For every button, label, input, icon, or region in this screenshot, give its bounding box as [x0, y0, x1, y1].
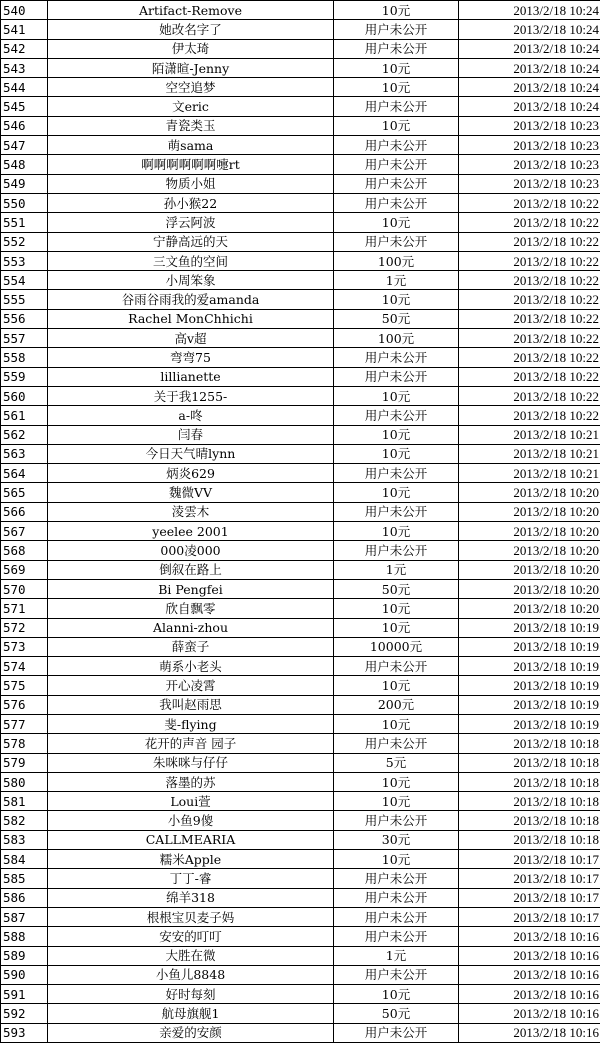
- row-number-cell: 589: [1, 946, 48, 965]
- timestamp-cell: 2013/2/18 10:20: [459, 541, 600, 560]
- row-number-cell: 555: [1, 290, 48, 309]
- table-row: [1, 425, 600, 444]
- donor-name-cell: 安安的叮叮: [48, 927, 334, 946]
- timestamp-cell: 2013/2/18 10:24: [459, 1, 600, 20]
- amount-cell: 100元: [334, 329, 459, 348]
- row-number-cell: 578: [1, 734, 48, 753]
- donor-name-cell: 糯米Apple: [48, 850, 334, 869]
- table-row: [1, 734, 600, 753]
- amount-cell: 10元: [334, 985, 459, 1004]
- row-number-cell: 573: [1, 637, 48, 656]
- donor-name-cell: Loui萱: [48, 792, 334, 811]
- amount-cell: 10元: [334, 618, 459, 637]
- donor-name-cell: 我叫赵雨思: [48, 695, 334, 714]
- amount-cell: 10元: [334, 772, 459, 791]
- timestamp-cell: 2013/2/18 10:18: [459, 811, 600, 830]
- table-row: [1, 271, 600, 290]
- timestamp-cell: 2013/2/18 10:20: [459, 483, 600, 502]
- row-number-cell: 570: [1, 579, 48, 598]
- donor-name-cell: 萌sama: [48, 136, 334, 155]
- timestamp-cell: 2013/2/18 10:24: [459, 97, 600, 116]
- timestamp-cell: 2013/2/18 10:19: [459, 637, 600, 656]
- table-row: [1, 213, 600, 232]
- timestamp-cell: 2013/2/18 10:21: [459, 464, 600, 483]
- amount-cell: 用户未公开: [334, 193, 459, 212]
- amount-cell: 200元: [334, 695, 459, 714]
- timestamp-cell: 2013/2/18 10:16: [459, 927, 600, 946]
- row-number-cell: 561: [1, 406, 48, 425]
- row-number-cell: 585: [1, 869, 48, 888]
- amount-cell: 用户未公开: [334, 927, 459, 946]
- table-row: [1, 78, 600, 97]
- table-row: [1, 232, 600, 251]
- amount-cell: 用户未公开: [334, 869, 459, 888]
- donor-name-cell: 丁丁-睿: [48, 869, 334, 888]
- donor-name-cell: 欣自飘零: [48, 599, 334, 618]
- table-row: [1, 637, 600, 656]
- row-number-cell: 554: [1, 271, 48, 290]
- donor-name-cell: Artifact-Remove: [48, 1, 334, 20]
- amount-cell: 1元: [334, 560, 459, 579]
- donor-name-cell: 宁静高远的天: [48, 232, 334, 251]
- row-number-cell: 543: [1, 58, 48, 77]
- amount-cell: 30元: [334, 830, 459, 849]
- table-row: [1, 136, 600, 155]
- amount-cell: 10元: [334, 676, 459, 695]
- timestamp-cell: 2013/2/18 10:16: [459, 946, 600, 965]
- timestamp-cell: 2013/2/18 10:19: [459, 618, 600, 637]
- amount-cell: 5元: [334, 753, 459, 772]
- row-number-cell: 545: [1, 97, 48, 116]
- amount-cell: 用户未公开: [334, 907, 459, 926]
- amount-cell: 用户未公开: [334, 155, 459, 174]
- table-row: [1, 830, 600, 849]
- amount-cell: 用户未公开: [334, 734, 459, 753]
- amount-cell: 用户未公开: [334, 1023, 459, 1042]
- donor-name-cell: 根根宝贝麦子妈: [48, 907, 334, 926]
- donor-name-cell: 萌系小老头: [48, 657, 334, 676]
- table-row: [1, 39, 600, 58]
- table-row: [1, 290, 600, 309]
- row-number-cell: 593: [1, 1023, 48, 1042]
- row-number-cell: 579: [1, 753, 48, 772]
- donor-name-cell: 物质小姐: [48, 174, 334, 193]
- amount-cell: 10元: [334, 58, 459, 77]
- timestamp-cell: 2013/2/18 10:18: [459, 753, 600, 772]
- table-row: [1, 946, 600, 965]
- timestamp-cell: 2013/2/18 10:19: [459, 695, 600, 714]
- timestamp-cell: 2013/2/18 10:18: [459, 734, 600, 753]
- donor-name-cell: lillianette: [48, 367, 334, 386]
- table-row: [1, 502, 600, 521]
- table-row: [1, 792, 600, 811]
- table-row: [1, 811, 600, 830]
- donor-name-cell: 绵羊318: [48, 888, 334, 907]
- row-number-cell: 592: [1, 1004, 48, 1023]
- row-number-cell: 551: [1, 213, 48, 232]
- row-number-cell: 586: [1, 888, 48, 907]
- table-row: [1, 714, 600, 733]
- table-row: [1, 888, 600, 907]
- donor-name-cell: 啊啊啊啊啊啊嚏rt: [48, 155, 334, 174]
- donor-name-cell: 青瓷类玉: [48, 116, 334, 135]
- row-number-cell: 576: [1, 695, 48, 714]
- row-number-cell: 565: [1, 483, 48, 502]
- row-number-cell: 564: [1, 464, 48, 483]
- timestamp-cell: 2013/2/18 10:24: [459, 58, 600, 77]
- donor-name-cell: Alanni-zhou: [48, 618, 334, 637]
- row-number-cell: 544: [1, 78, 48, 97]
- row-number-cell: 574: [1, 657, 48, 676]
- timestamp-cell: 2013/2/18 10:16: [459, 1023, 600, 1042]
- donation-table-body: [1, 1, 600, 1043]
- donor-name-cell: 陌潇暄-Jenny: [48, 58, 334, 77]
- timestamp-cell: 2013/2/18 10:17: [459, 869, 600, 888]
- table-row: [1, 985, 600, 1004]
- timestamp-cell: 2013/2/18 10:23: [459, 155, 600, 174]
- row-number-cell: 549: [1, 174, 48, 193]
- timestamp-cell: 2013/2/18 10:22: [459, 309, 600, 328]
- row-number-cell: 550: [1, 193, 48, 212]
- table-row: [1, 329, 600, 348]
- timestamp-cell: 2013/2/18 10:22: [459, 406, 600, 425]
- timestamp-cell: 2013/2/18 10:24: [459, 78, 600, 97]
- timestamp-cell: 2013/2/18 10:21: [459, 425, 600, 444]
- table-row: [1, 1004, 600, 1023]
- row-number-cell: 577: [1, 714, 48, 733]
- table-row: [1, 97, 600, 116]
- timestamp-cell: 2013/2/18 10:22: [459, 193, 600, 212]
- table-row: [1, 251, 600, 270]
- row-number-cell: 558: [1, 348, 48, 367]
- timestamp-cell: 2013/2/18 10:22: [459, 367, 600, 386]
- donor-name-cell: 落墨的苏: [48, 772, 334, 791]
- amount-cell: 10元: [334, 850, 459, 869]
- row-number-cell: 581: [1, 792, 48, 811]
- timestamp-cell: 2013/2/18 10:24: [459, 39, 600, 58]
- amount-cell: 10元: [334, 116, 459, 135]
- donor-name-cell: 淩雲木: [48, 502, 334, 521]
- table-row: [1, 464, 600, 483]
- donor-name-cell: 小鱼儿8848: [48, 965, 334, 984]
- donor-name-cell: 好时每刻: [48, 985, 334, 1004]
- amount-cell: 10000元: [334, 637, 459, 656]
- row-number-cell: 582: [1, 811, 48, 830]
- table-row: [1, 155, 600, 174]
- donor-name-cell: Rachel MonChhichi: [48, 309, 334, 328]
- donor-name-cell: 高v超: [48, 329, 334, 348]
- row-number-cell: 584: [1, 850, 48, 869]
- table-row: [1, 174, 600, 193]
- amount-cell: 用户未公开: [334, 464, 459, 483]
- amount-cell: 10元: [334, 78, 459, 97]
- donor-name-cell: 孙小猴22: [48, 193, 334, 212]
- row-number-cell: 540: [1, 1, 48, 20]
- amount-cell: 用户未公开: [334, 367, 459, 386]
- donor-name-cell: 倒叙在路上: [48, 560, 334, 579]
- timestamp-cell: 2013/2/18 10:16: [459, 985, 600, 1004]
- amount-cell: 用户未公开: [334, 888, 459, 907]
- timestamp-cell: 2013/2/18 10:17: [459, 850, 600, 869]
- timestamp-cell: 2013/2/18 10:18: [459, 830, 600, 849]
- table-row: [1, 483, 600, 502]
- table-row: [1, 618, 600, 637]
- row-number-cell: 590: [1, 965, 48, 984]
- donor-name-cell: 航母旗舰1: [48, 1004, 334, 1023]
- donor-name-cell: 三文鱼的空间: [48, 251, 334, 270]
- amount-cell: 10元: [334, 386, 459, 405]
- amount-cell: 10元: [334, 522, 459, 541]
- row-number-cell: 557: [1, 329, 48, 348]
- donor-name-cell: 开心凌霄: [48, 676, 334, 695]
- table-row: [1, 348, 600, 367]
- timestamp-cell: 2013/2/18 10:16: [459, 965, 600, 984]
- timestamp-cell: 2013/2/18 10:17: [459, 907, 600, 926]
- table-row: [1, 850, 600, 869]
- donor-name-cell: 斐-flying: [48, 714, 334, 733]
- table-row: [1, 1, 600, 20]
- row-number-cell: 556: [1, 309, 48, 328]
- timestamp-cell: 2013/2/18 10:22: [459, 329, 600, 348]
- table-row: [1, 1023, 600, 1042]
- row-number-cell: 588: [1, 927, 48, 946]
- timestamp-cell: 2013/2/18 10:24: [459, 20, 600, 39]
- table-row: [1, 772, 600, 791]
- table-row: [1, 309, 600, 328]
- table-row: [1, 907, 600, 926]
- donor-name-cell: 花开的声音 园子: [48, 734, 334, 753]
- row-number-cell: 553: [1, 251, 48, 270]
- amount-cell: 用户未公开: [334, 965, 459, 984]
- amount-cell: 10元: [334, 599, 459, 618]
- row-number-cell: 547: [1, 136, 48, 155]
- amount-cell: 10元: [334, 290, 459, 309]
- amount-cell: 10元: [334, 792, 459, 811]
- donor-name-cell: 文eric: [48, 97, 334, 116]
- amount-cell: 10元: [334, 483, 459, 502]
- timestamp-cell: 2013/2/18 10:20: [459, 522, 600, 541]
- timestamp-cell: 2013/2/18 10:17: [459, 888, 600, 907]
- row-number-cell: 542: [1, 39, 48, 58]
- table-row: [1, 116, 600, 135]
- amount-cell: 用户未公开: [334, 348, 459, 367]
- table-row: [1, 444, 600, 463]
- table-row: [1, 927, 600, 946]
- amount-cell: 用户未公开: [334, 39, 459, 58]
- amount-cell: 用户未公开: [334, 20, 459, 39]
- amount-cell: 50元: [334, 309, 459, 328]
- table-row: [1, 753, 600, 772]
- timestamp-cell: 2013/2/18 10:23: [459, 136, 600, 155]
- donor-name-cell: 小周笨象: [48, 271, 334, 290]
- timestamp-cell: 2013/2/18 10:18: [459, 772, 600, 791]
- table-row: [1, 541, 600, 560]
- row-number-cell: 566: [1, 502, 48, 521]
- amount-cell: 用户未公开: [334, 406, 459, 425]
- donor-name-cell: 她改名字了: [48, 20, 334, 39]
- table-row: [1, 386, 600, 405]
- timestamp-cell: 2013/2/18 10:22: [459, 271, 600, 290]
- amount-cell: 用户未公开: [334, 97, 459, 116]
- amount-cell: 用户未公开: [334, 174, 459, 193]
- amount-cell: 50元: [334, 1004, 459, 1023]
- row-number-cell: 548: [1, 155, 48, 174]
- timestamp-cell: 2013/2/18 10:20: [459, 560, 600, 579]
- table-row: [1, 58, 600, 77]
- table-row: [1, 579, 600, 598]
- donor-name-cell: 薛蛮子: [48, 637, 334, 656]
- row-number-cell: 575: [1, 676, 48, 695]
- amount-cell: 用户未公开: [334, 541, 459, 560]
- donor-name-cell: 伊太琦: [48, 39, 334, 58]
- donor-name-cell: 谷雨谷雨我的爱amanda: [48, 290, 334, 309]
- donor-name-cell: Bi Pengfei: [48, 579, 334, 598]
- table-row: [1, 193, 600, 212]
- amount-cell: 100元: [334, 251, 459, 270]
- donor-name-cell: 空空追梦: [48, 78, 334, 97]
- amount-cell: 10元: [334, 714, 459, 733]
- table-row: [1, 367, 600, 386]
- donor-name-cell: 朱咪咪与仔仔: [48, 753, 334, 772]
- timestamp-cell: 2013/2/18 10:19: [459, 714, 600, 733]
- donor-name-cell: 炳炎629: [48, 464, 334, 483]
- table-row: [1, 695, 600, 714]
- timestamp-cell: 2013/2/18 10:19: [459, 676, 600, 695]
- row-number-cell: 587: [1, 907, 48, 926]
- table-row: [1, 599, 600, 618]
- donor-name-cell: 弯弯75: [48, 348, 334, 367]
- table-row: [1, 869, 600, 888]
- row-number-cell: 559: [1, 367, 48, 386]
- donor-name-cell: 大胜在微: [48, 946, 334, 965]
- amount-cell: 1元: [334, 271, 459, 290]
- row-number-cell: 562: [1, 425, 48, 444]
- timestamp-cell: 2013/2/18 10:22: [459, 348, 600, 367]
- row-number-cell: 580: [1, 772, 48, 791]
- amount-cell: 50元: [334, 579, 459, 598]
- table-row: [1, 20, 600, 39]
- row-number-cell: 571: [1, 599, 48, 618]
- row-number-cell: 546: [1, 116, 48, 135]
- timestamp-cell: 2013/2/18 10:16: [459, 1004, 600, 1023]
- amount-cell: 1元: [334, 946, 459, 965]
- amount-cell: 10元: [334, 444, 459, 463]
- table-row: [1, 676, 600, 695]
- timestamp-cell: 2013/2/18 10:22: [459, 213, 600, 232]
- row-number-cell: 568: [1, 541, 48, 560]
- row-number-cell: 591: [1, 985, 48, 1004]
- amount-cell: 用户未公开: [334, 811, 459, 830]
- donor-name-cell: 闫春: [48, 425, 334, 444]
- table-row: [1, 657, 600, 676]
- timestamp-cell: 2013/2/18 10:22: [459, 386, 600, 405]
- timestamp-cell: 2013/2/18 10:22: [459, 251, 600, 270]
- table-row: [1, 965, 600, 984]
- amount-cell: 用户未公开: [334, 136, 459, 155]
- donor-name-cell: 亲爱的安颜: [48, 1023, 334, 1042]
- amount-cell: 10元: [334, 1, 459, 20]
- timestamp-cell: 2013/2/18 10:20: [459, 599, 600, 618]
- amount-cell: 用户未公开: [334, 502, 459, 521]
- row-number-cell: 567: [1, 522, 48, 541]
- donor-name-cell: 小鱼9傻: [48, 811, 334, 830]
- donor-name-cell: 浮云阿波: [48, 213, 334, 232]
- row-number-cell: 560: [1, 386, 48, 405]
- table-row: [1, 560, 600, 579]
- donor-name-cell: CALLMEARIA: [48, 830, 334, 849]
- donor-name-cell: 关于我1255-: [48, 386, 334, 405]
- timestamp-cell: 2013/2/18 10:22: [459, 232, 600, 251]
- amount-cell: 10元: [334, 213, 459, 232]
- row-number-cell: 541: [1, 20, 48, 39]
- amount-cell: 用户未公开: [334, 657, 459, 676]
- row-number-cell: 563: [1, 444, 48, 463]
- timestamp-cell: 2013/2/18 10:23: [459, 116, 600, 135]
- donor-name-cell: a-咚: [48, 406, 334, 425]
- timestamp-cell: 2013/2/18 10:18: [459, 792, 600, 811]
- timestamp-cell: 2013/2/18 10:19: [459, 657, 600, 676]
- donor-name-cell: 魏微VV: [48, 483, 334, 502]
- row-number-cell: 583: [1, 830, 48, 849]
- amount-cell: 10元: [334, 425, 459, 444]
- row-number-cell: 552: [1, 232, 48, 251]
- timestamp-cell: 2013/2/18 10:23: [459, 174, 600, 193]
- timestamp-cell: 2013/2/18 10:20: [459, 502, 600, 521]
- timestamp-cell: 2013/2/18 10:21: [459, 444, 600, 463]
- row-number-cell: 569: [1, 560, 48, 579]
- donor-name-cell: 000凌000: [48, 541, 334, 560]
- donor-name-cell: 今日天气晴lynn: [48, 444, 334, 463]
- row-number-cell: 572: [1, 618, 48, 637]
- timestamp-cell: 2013/2/18 10:20: [459, 579, 600, 598]
- table-row: [1, 406, 600, 425]
- timestamp-cell: 2013/2/18 10:22: [459, 290, 600, 309]
- donor-name-cell: yeelee 2001: [48, 522, 334, 541]
- table-row: [1, 522, 600, 541]
- amount-cell: 用户未公开: [334, 232, 459, 251]
